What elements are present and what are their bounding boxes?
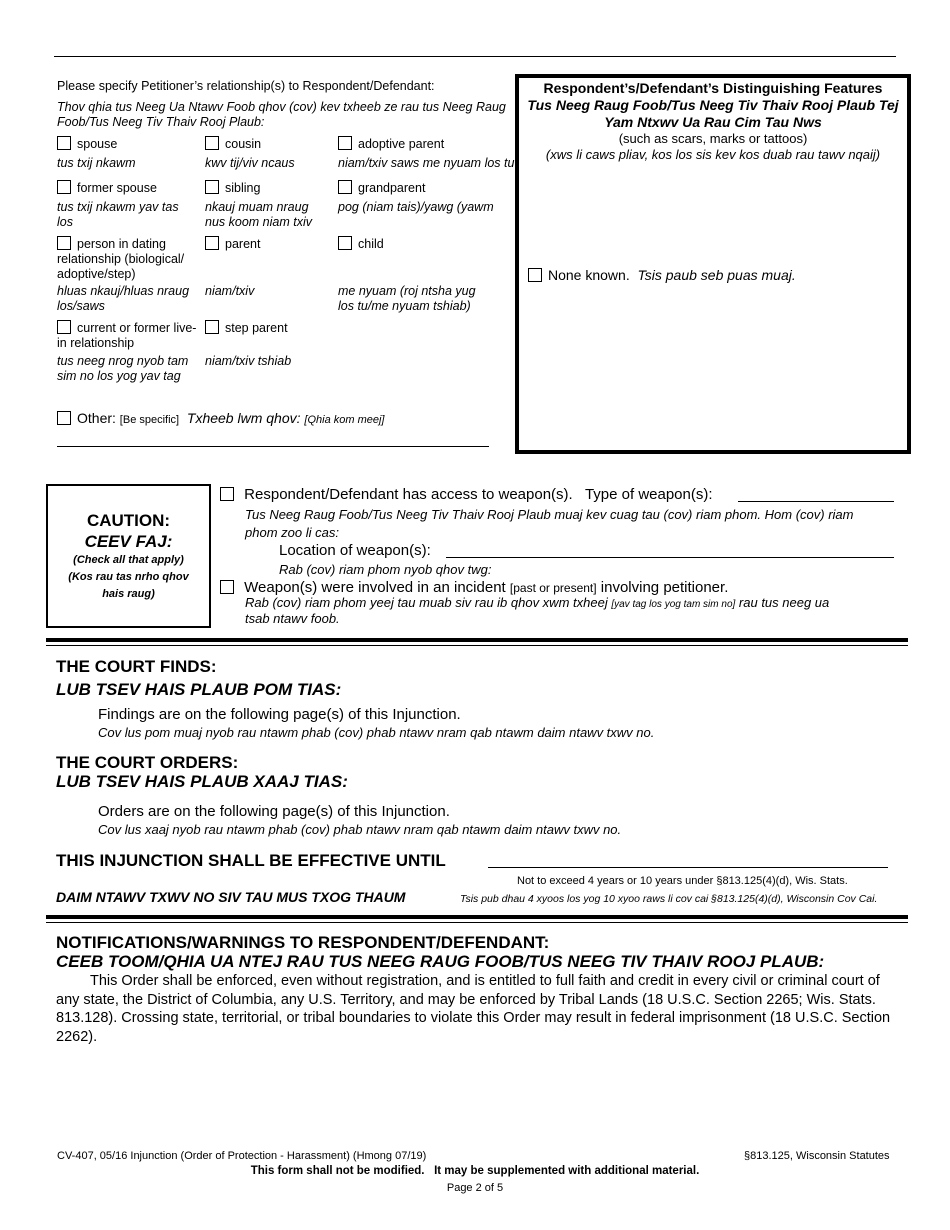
child-hmong: me nyuam (roj ntsha yug los tu/me nyuam tshiab)	[338, 284, 476, 313]
none-known-checkbox[interactable]	[528, 267, 796, 284]
grandparent-checkbox[interactable]	[338, 180, 425, 196]
relationship-prompt: Please specify Petitioner’s relationship(s) to Respondent/Defendant:	[57, 79, 435, 93]
other-hmong: Txheeb lwm qhov:	[186, 410, 301, 426]
incident-hmong-3: rau tus neeg ua tsab ntawv foob.	[245, 595, 830, 626]
weapon-type-input-line[interactable]	[738, 501, 894, 502]
location-label: Location of weapon(s):	[279, 542, 431, 559]
spouse-hmong: tus txij nkawm	[57, 156, 136, 170]
distinguishing-features-box	[515, 74, 911, 454]
adoptive-parent-hmong: niam/txiv saws me nyuam los tu	[338, 156, 515, 170]
features-title-hmong-1: Tus Neeg Raug Foob/Tus Neeg Tiv Thaiv Rooj Plaub Tej	[527, 97, 899, 113]
grandparent-hmong: pog (niam tais)/yawg (yawm	[338, 200, 494, 214]
dating-label: person in dating relationship (biological/ adoptive/step)	[57, 237, 185, 281]
incident-label-2: [past or present]	[509, 581, 597, 595]
sibling-checkbox[interactable]	[205, 180, 260, 196]
parent-label: parent	[225, 237, 261, 251]
dating-checkbox[interactable]	[57, 236, 197, 282]
court-finds-title-hmong: LUB TSEV HAIS PLAUB POM TIAS:	[56, 680, 342, 699]
incident-label-1: Weapon(s) were involved in an incident	[244, 579, 506, 596]
effective-note-hmong: Tsis pub dhau 4 xyoos los yog 10 xyoo raws li cov cai §813.125(4)(d), Wisconsin Cov Cai.	[460, 893, 878, 905]
checkbox-icon	[220, 580, 234, 594]
effective-title-hmong: DAIM NTAWV TXWV NO SIV TAU MUS TXOG THAUM	[56, 889, 406, 905]
former-spouse-label: former spouse	[77, 181, 157, 195]
cousin-hmong: kwv tij/viv ncaus	[205, 156, 295, 170]
live-in-checkbox[interactable]	[57, 320, 205, 351]
checkbox-icon	[205, 236, 219, 250]
child-label: child	[358, 237, 384, 251]
court-orders-text-hmong: Cov lus xaaj nyob rau ntawm phab (cov) phab ntawv nram qab ntawm daim ntawv txwv no.	[98, 822, 622, 837]
notifications-title: NOTIFICATIONS/WARNINGS TO RESPONDENT/DEFENDANT:	[56, 933, 550, 952]
spouse-checkbox[interactable]	[57, 136, 117, 152]
notifications-title-hmong: CEEB TOOM/QHIA UA NTEJ RAU TUS NEEG RAUG FOOB/TUS NEEG TIV THAIV ROOJ PLAUB:	[56, 952, 825, 971]
location-hmong: Rab (cov) riam phom nyob qhov twg:	[279, 562, 492, 577]
live-in-hmong: tus neeg nrog nyob tam sim no los yog yav tag	[57, 354, 189, 383]
effective-note: Not to exceed 4 years or 10 years under §813.125(4)(d), Wis. Stats.	[517, 875, 848, 887]
incident-hmong-2: [yav tag los yog tam sim no]	[611, 599, 736, 610]
weapon-access-hmong: Tus Neeg Raug Foob/Tus Neeg Tiv Thaiv Rooj Plaub muaj kev cuag tau (cov) riam phom. Hom (cov) riam phom zoo li cas:	[245, 507, 854, 540]
child-checkbox[interactable]	[338, 236, 384, 252]
features-sub: (such as scars, marks or tattoos)	[618, 131, 808, 146]
other-label: Other:	[77, 410, 116, 426]
checkbox-icon	[528, 268, 542, 282]
incident-hmong	[245, 596, 845, 626]
step-parent-hmong: niam/txiv tshiab	[205, 354, 292, 368]
features-title-hmong-2: Yam Ntxwv Ua Rau Cim Tau Nws	[604, 114, 822, 130]
checkbox-icon	[57, 320, 71, 334]
checkbox-icon	[338, 236, 352, 250]
check-all-hmong-1: (Kos rau tas nrho qhov	[68, 571, 189, 583]
cousin-checkbox[interactable]	[205, 136, 261, 152]
section-rule-thick-2	[46, 915, 908, 919]
weapon-access-label: Respondent/Defendant has access to weapon(s).	[244, 486, 573, 503]
court-finds-title: THE COURT FINDS:	[56, 657, 217, 676]
effective-date-input-line[interactable]	[488, 867, 888, 868]
adoptive-parent-checkbox[interactable]	[338, 136, 444, 152]
step-parent-label: step parent	[225, 321, 288, 335]
effective-title: THIS INJUNCTION SHALL BE EFFECTIVE UNTIL	[56, 851, 446, 870]
location-input-line[interactable]	[446, 557, 894, 558]
parent-hmong: niam/txiv	[205, 284, 255, 298]
incident-label-3: involving petitioner.	[600, 579, 729, 596]
court-orders-text: Orders are on the following page(s) of this Injunction.	[98, 803, 450, 820]
section-rule-thin	[46, 645, 908, 646]
notifications-body: This Order shall be enforced, even without registration, and is entitled to full faith and credit in every civil or criminal court of any state, the District of Columbia, any U.S. Territory, and may be enforced by Tribal Lands (18 U.S.C. Section 2265; Wis. Stats. 813.128). Crossing state, territorial, or tribal boundaries to violate this Order may result in federal imprisonment (18 U.S.C. Section 2262).	[56, 973, 891, 1045]
live-in-label: current or former live-in relationship	[57, 321, 197, 350]
checkbox-icon	[338, 180, 352, 194]
court-finds-text: Findings are on the following page(s) of this Injunction.	[98, 706, 461, 723]
dating-hmong: hluas nkauj/hluas nraug los/saws	[57, 284, 190, 313]
checkbox-icon	[338, 136, 352, 150]
section-rule-thick	[46, 638, 908, 642]
check-all: (Check all that apply)	[73, 554, 184, 566]
former-spouse-hmong: tus txij nkawm yav tas los	[57, 200, 179, 229]
sibling-label: sibling	[225, 181, 261, 195]
caution-title-hmong: CEEV FAJ:	[84, 532, 173, 551]
checkbox-icon	[205, 136, 219, 150]
top-rule	[54, 56, 896, 57]
other-specify: [Be specific]	[119, 414, 180, 426]
footer-page: Page 2 of 5	[446, 1182, 504, 1194]
checkbox-icon	[220, 487, 234, 501]
none-known-hmong: Tsis paub seb puas muaj.	[637, 267, 796, 283]
step-parent-checkbox[interactable]	[205, 320, 288, 336]
other-hmong-specify: [Qhia kom meej]	[304, 414, 385, 426]
checkbox-icon	[205, 180, 219, 194]
other-input-line[interactable]	[57, 446, 489, 447]
grandparent-label: grandparent	[358, 181, 426, 195]
incident-hmong-1: Rab (cov) riam phom yeej tau muab siv rau ib qhov xwm txheej	[245, 595, 608, 610]
checkbox-icon	[57, 180, 71, 194]
weapon-type-label: Type of weapon(s):	[584, 486, 713, 503]
checkbox-icon	[57, 411, 71, 425]
features-sub-hmong: (xws li caws pliav, kos los sis kev kos duab rau tawv nqaij)	[545, 147, 881, 162]
check-all-hmong-2: hais raug)	[102, 588, 155, 600]
checkbox-icon	[205, 320, 219, 334]
court-finds-text-hmong: Cov lus pom muaj nyob rau ntawm phab (cov) phab ntawv nram qab ntawm daim ntawv txwv no.	[98, 725, 655, 740]
footer-notice: This form shall not be modified. It may be supplemented with additional material.	[250, 1165, 700, 1177]
sibling-hmong: nkauj muam nraug nus koom niam txiv	[205, 200, 312, 229]
weapon-access-checkbox[interactable]	[220, 486, 713, 504]
former-spouse-checkbox[interactable]	[57, 180, 157, 196]
court-orders-title: THE COURT ORDERS:	[56, 753, 239, 772]
parent-checkbox[interactable]	[205, 236, 260, 252]
section-rule-thin-2	[46, 922, 908, 923]
caution-title: CAUTION:	[86, 511, 171, 530]
footer-statute: §813.125, Wisconsin Statutes	[744, 1150, 890, 1162]
checkbox-icon	[57, 136, 71, 150]
court-orders-title-hmong: LUB TSEV HAIS PLAUB XAAJ TIAS:	[56, 772, 348, 791]
spouse-label: spouse	[77, 137, 118, 151]
none-known-label: None known.	[548, 267, 630, 283]
other-checkbox[interactable]	[57, 410, 384, 429]
relationship-prompt-hmong: Thov qhia tus Neeg Ua Ntawv Foob qhov (cov) kev txheeb ze rau tus Neeg Raug Foob/Tus Neeg Tiv Thaiv Rooj Plaub:	[57, 100, 506, 129]
checkbox-icon	[57, 236, 71, 250]
footer-form-id: CV-407, 05/16 Injunction (Order of Protection - Harassment) (Hmong 07/19)	[57, 1150, 427, 1162]
adoptive-parent-label: adoptive parent	[358, 137, 445, 151]
caution-box	[46, 484, 211, 628]
cousin-label: cousin	[225, 137, 262, 151]
features-title: Respondent’s/Defendant’s Distinguishing Features	[543, 80, 883, 96]
